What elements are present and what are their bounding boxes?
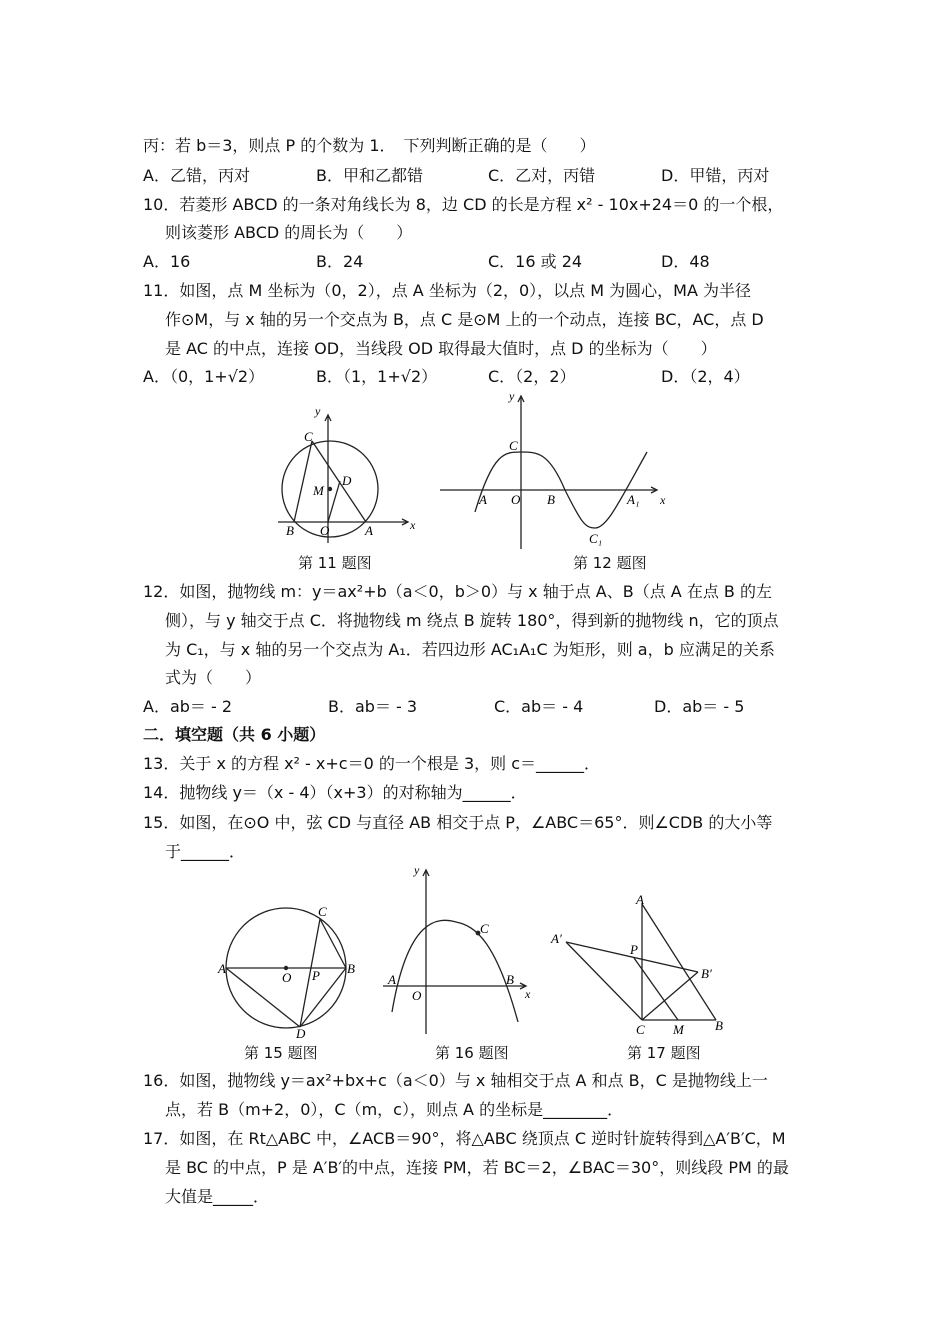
fig11-chord-ac	[312, 441, 366, 522]
figure-11	[270, 405, 420, 545]
fig16-label-y: y	[414, 863, 420, 877]
q11-line1: 11．如图，点 M 坐标为（0，2），点 A 坐标为（2，0），以点 M 为圆心，MA 为半径	[143, 281, 751, 300]
q10-line2: 则该菱形 ABCD 的周长为（ ）	[165, 223, 413, 242]
fig17-segment-pm	[634, 958, 678, 1020]
fig16-caption: 第 16 题图	[435, 1044, 509, 1062]
q12-option-c: C．ab＝ - 4	[494, 697, 584, 716]
fig15-caption: 第 15 题图	[244, 1044, 318, 1062]
fig11-label-m: M	[313, 483, 324, 498]
fig12-label-c: C	[509, 438, 518, 453]
fig11-label-d: D	[342, 473, 352, 488]
q17-line2: 是 BC 的中点，P 是 A′B′的中点，连接 PM，若 BC＝2，∠BAC＝30°，则线段 PM 的最	[165, 1158, 789, 1177]
fig11-label-c: C	[304, 429, 313, 444]
q11-line3: 是 AC 的中点，连接 OD，当线段 OD 取得最大值时，点 D 的坐标为（ ）	[165, 339, 717, 358]
figure-12	[435, 392, 675, 550]
fig12-label-c1: C₁	[589, 531, 603, 546]
q10-option-b: B．24	[316, 252, 364, 271]
fig15-label-d: D	[296, 1026, 306, 1040]
fig11-label-a: A	[365, 523, 373, 538]
section2-heading: 二．填空题（共 6 小题）	[143, 725, 326, 744]
fig16-label-b: B	[506, 972, 514, 987]
q10-option-c: C．16 或 24	[488, 252, 583, 271]
q9-option-d: D．甲错，丙对	[661, 166, 770, 185]
fig17-label-a: A	[636, 892, 644, 907]
fig15-label-p: P	[312, 968, 320, 983]
q9-text: 丙：若 b＝3，则点 P 的个数为 1． 下列判断正确的是（ ）	[143, 136, 596, 155]
fig15-label-b: B	[347, 961, 355, 976]
q11-option-b: B．（1，1+√2）	[316, 367, 438, 386]
q10-option-a: A．16	[143, 252, 191, 271]
fig17-caption: 第 17 题图	[627, 1044, 701, 1062]
q15-line1: 15．如图，在⊙O 中，弦 CD 与直径 AB 相交于点 P，∠ABC＝65°．则∠CDB 的大小等	[143, 813, 773, 832]
q11-option-c: C．（2，2）	[488, 367, 576, 386]
q12-option-b: B．ab＝ - 3	[328, 697, 418, 716]
fig15-label-c: C	[318, 904, 327, 919]
fig12-label-o: O	[511, 492, 521, 507]
fig11-label-y: y	[315, 405, 321, 418]
fig11-label-o: O	[320, 523, 330, 538]
q16-line1: 16．如图，抛物线 y＝ax²+bx+c（a＜0）与 x 轴相交于点 A 和点 B，C 是抛物线上一	[143, 1071, 768, 1090]
fig15-segment-cb	[320, 919, 346, 968]
fig17-label-a1: A′	[551, 931, 562, 946]
figure-16	[378, 862, 538, 1037]
fig15-segment-db	[300, 968, 346, 1027]
fig11-label-b: B	[286, 523, 294, 538]
fig16-label-o: O	[412, 988, 422, 1003]
q10-line1: 10．若菱形 ABCD 的一条对角线长为 8，边 CD 的长是方程 x² - 10x+24＝0 的一个根，	[143, 195, 784, 214]
fig11-chord-bc	[294, 441, 312, 522]
fig11-caption: 第 11 题图	[298, 554, 372, 572]
q11-option-d: D．（2，4）	[661, 367, 750, 386]
q12-line2: 侧），与 y 轴交于点 C．将抛物线 m 绕点 B 旋转 180°，得到新的抛物线 n，它的顶点	[165, 611, 779, 630]
q12-line1: 12．如图，抛物线 m：y＝ax²+b（a＜0，b＞0）与 x 轴于点 A、B（点 A 在点 B 的左	[143, 582, 772, 601]
fig17-label-b1: B′	[701, 966, 712, 981]
fig15-label-a: A	[218, 961, 226, 976]
figure-15	[216, 900, 356, 1040]
fig12-label-y: y	[509, 392, 515, 403]
fig11-label-x: x	[410, 518, 416, 532]
fig17-label-m: M	[673, 1022, 684, 1037]
fig15-label-o: O	[282, 970, 292, 985]
fig17-label-b: B	[715, 1018, 723, 1033]
fig17-label-p: P	[630, 942, 638, 957]
figure-17	[548, 890, 738, 1040]
fig16-label-c: C	[480, 921, 489, 936]
fig12-label-a: A	[479, 492, 487, 507]
q9-option-c: C．乙对，丙错	[488, 166, 596, 185]
q9-option-a: A．乙错，丙对	[143, 166, 250, 185]
q12-option-d: D．ab＝ - 5	[654, 697, 745, 716]
fig17-side-cb1	[642, 972, 698, 1020]
q11-line2: 作⊙M，与 x 轴的另一个交点为 B，点 C 是⊙M 上的一个动点，连接 BC，AC，点 D	[165, 310, 764, 329]
fig12-caption: 第 12 题图	[573, 554, 647, 572]
fig11-point-m	[328, 487, 332, 491]
fig12-label-a1: A₁	[627, 492, 640, 507]
q10-option-d: D．48	[661, 252, 710, 271]
q12-line4: 式为（ ）	[165, 668, 262, 687]
q12-line3: 为 C₁，与 x 轴的另一个交点为 A₁．若四边形 AC₁A₁C 为矩形，则 a，b 应满足的关系	[165, 640, 775, 659]
fig16-parabola	[392, 920, 518, 1022]
q17-line3: 大值是_____．	[165, 1187, 270, 1206]
fig17-label-c: C	[636, 1022, 645, 1037]
q12-option-a: A．ab＝ - 2	[143, 697, 233, 716]
q9-option-b: B．甲和乙都错	[316, 166, 423, 185]
fig12-label-x: x	[660, 493, 666, 507]
q11-option-a: A．（0，1+√2）	[143, 367, 265, 386]
fig12-label-b: B	[547, 492, 555, 507]
fig16-label-a: A	[388, 972, 396, 987]
q14-text: 14．抛物线 y＝（x - 4）（x+3）的对称轴为______．	[143, 783, 527, 802]
q13-text: 13．关于 x 的方程 x² - x+c＝0 的一个根是 3，则 c＝______．	[143, 754, 601, 773]
q16-line2: 点，若 B（m+2，0），C（m，c），则点 A 的坐标是________．	[165, 1100, 624, 1119]
q15-line2: 于______．	[165, 842, 246, 861]
fig16-label-x: x	[525, 987, 531, 1001]
q17-line1: 17．如图，在 Rt△ABC 中，∠ACB＝90°，将△ABC 绕顶点 C 逆时针旋转得到△A′B′C，M	[143, 1129, 786, 1148]
